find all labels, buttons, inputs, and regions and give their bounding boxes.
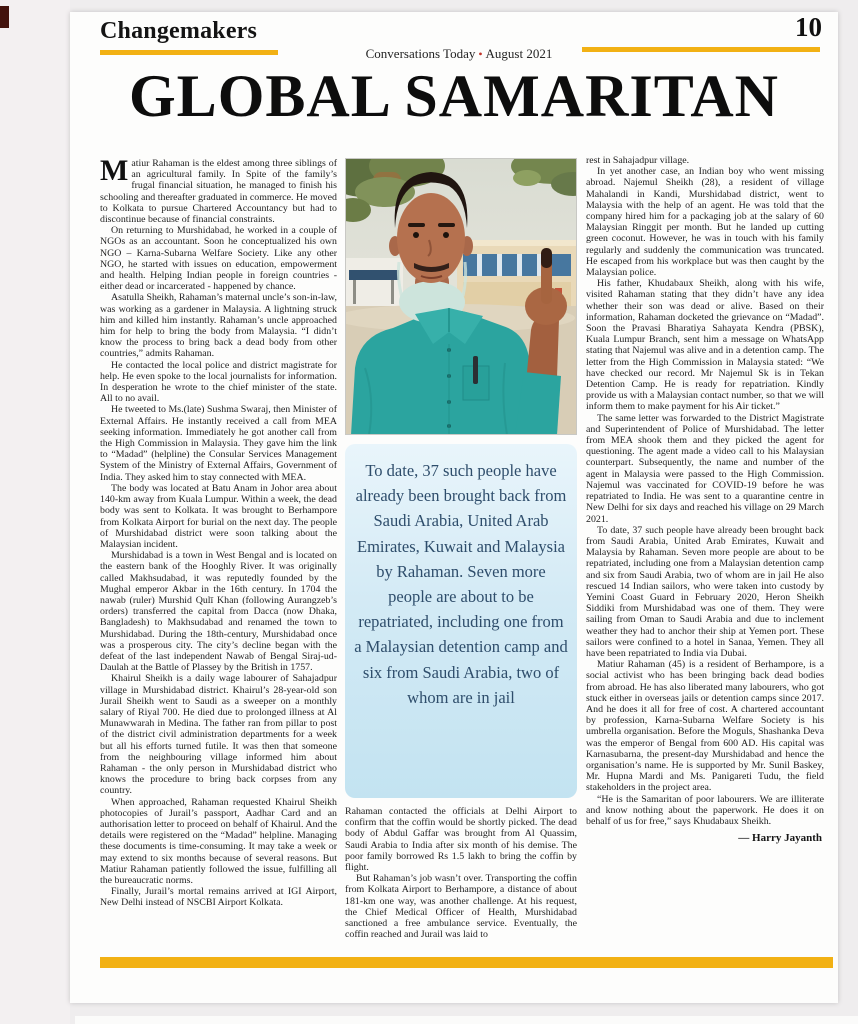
masthead-title: Conversations Today bbox=[365, 46, 476, 61]
column-middle bbox=[345, 158, 577, 940]
paragraph: On returning to Murshidabad, he worked in a couple of NGOs as an accountant. Soon he conceptualized his own NGO – Karna-Subarna Welfare Society. Like any other NGO, he started with issues on education, empowerment and health. Helping Indian people in foreign countries - either dead or incarcerated - happened by chance. bbox=[100, 225, 337, 293]
paragraph: To date, 37 such people have already been brought back from Saudi Arabia, United Arab Emirates, Kuwait and Malaysia by Rahaman. Seven more people are about to be repatriated, including one from a Malaysian detention camp and six from Saudi Arabia, two of whom are in jail He also rescued 14 Indian sailors, who were taken into custody by Yemini Coast Guard in February 2020, Heron Sheikh Siddiki from Murshidabad was one of them. They were sailing from Oman to Saudi Arabia and due to inclement weather they had to anchor their ship at Yemen port. These sailors were confined to a hotel in Sanaa, Yemen. They all have been repatriated to India via Dubai. bbox=[586, 524, 824, 659]
page bbox=[70, 12, 838, 1003]
headline: GLOBAL SAMARITAN bbox=[129, 63, 779, 129]
next-page-edge bbox=[75, 1016, 858, 1024]
paragraph: rest in Sahajadpur village. bbox=[586, 155, 690, 166]
column-right bbox=[586, 155, 824, 844]
paragraph: Murshidabad is a town in West Bengal and is located on the eastern bank of the Hooghly River. It was originally called Makhsudabad, it was reputedly founded by the Mughal emperor Akbar in the 16th century. In 1704 the nawab (ruler) Murshid Qulī Khan (following Aurangzeb’s orders) transferred the capital from Dacca (now Dhaka, Bangladesh) to Makhsudabad and renamed the town to Murshidabad. During the 18th-century, Murshidabad once was a prosperous city. The city’s decline began with the defeat of the last independent Nawab of Bengal Siraj-ud-Daulah at the Battle of Plassey by the British in 1757. bbox=[100, 550, 337, 674]
paragraph: He tweeted to Ms.(late) Sushma Swaraj, then Minister of External Affairs. He instantly received a call from MEA seeking information. Immediately he got another call from the High Commission in Malaysia. They gave him the link to “Madad” (helpline) the Consular Services Management System of the Ministry of External Affairs, Government of India. They asked him to stay connected with MEA. bbox=[100, 404, 337, 483]
byline: — Harry Jayanth bbox=[738, 832, 822, 845]
paragraph: “He is the Samaritan of poor labourers. We are illiterate and know nothing about the paperwork. He does it on behalf of us for free,” says Khudabaux Sheikh. bbox=[586, 793, 824, 827]
bottom-accent-bar bbox=[100, 957, 833, 968]
ink-mark bbox=[541, 248, 552, 268]
masthead-date: August 2021 bbox=[485, 46, 553, 61]
masthead-separator-dot: • bbox=[478, 47, 483, 61]
page-number: 10 bbox=[795, 12, 822, 42]
pull-quote: To date, 37 such people have already been brought back from Saudi Arabia, United Arab Emirates, Kuwait and Malaysia by Rahaman. Seven more people are about to be repatriated, including one from a Malaysian detention camp and six from Saudi Arabia, two of whom are in jail bbox=[345, 444, 577, 798]
paragraph: Finally, Jurail’s mortal remains arrived at IGI Airport, New Delhi instead of NSCBI Airport Kolkata. bbox=[100, 886, 337, 909]
lead-paragraph-text: atiur Rahaman is the eldest among three siblings of an agricultural family. In Spite of the family’s frugal financial situation, he managed to finish his schooling and thereafter graduated in commerce. He moved to Kolkata to pursue Chartered Accountancy but had to discontinue because of financial constraints. bbox=[100, 158, 337, 226]
column-middle-paragraphs bbox=[345, 806, 577, 940]
paragraph: His father, Khudabaux Sheikh, along with his wife, visited Rahaman stating that they didn’t have any idea whether their son was dead or alive. Based on their information, Rahaman docketed the grievance on “Madad”. Soon the Pravasi Bharatiya Sahayata Kendra (PBSK), Kuala Lumpur Branch, sent him a message on WhatsApp stating that Najemul was alive and in a detention camp. The letter from the High Commission in Malaysia stated: “We have checked our record. Mr Najemul Sk is in Tekan Detention Camp. He is ready for repatriation. Kindly provide us with a Malaysian contact number, so that we will inform them to make payment for his Air ticket.” bbox=[586, 278, 824, 413]
masthead bbox=[294, 46, 624, 62]
drop-cap: M bbox=[100, 154, 129, 187]
scan-left-strip bbox=[0, 0, 70, 1024]
paragraph: When approached, Rahaman requested Khairul Sheikh photocopies of Jurail’s passport, Aadhar Card and an authorisation letter to proceed on behalf of Khairul. And the details were registered on the “Madad” helpline. Managing these documents is time-consuming. It may take a week or may extend to six months because of several reasons. But Matiur Rahaman patiently followed the issue, fulfilling all the bureaucratic norms. bbox=[100, 796, 337, 886]
scan-corner-mark bbox=[0, 6, 9, 28]
paragraph: In yet another case, an Indian boy who went missing abroad. Najemul Sheikh (28), a resident of village Mahalandi in Kandi, Murshidabad district, went to Malaysia with the help of an agent. He was told that the company hired him for a packaging job at the salary of 60 Malaysian Ringgit per month. But he landed up cutting green coconut. However, he was in touch with his family regularly and suddenly the communication was truncated. He escaped from his workplace but was then caught by the Malaysian police. bbox=[586, 166, 824, 279]
lead-paragraph bbox=[100, 154, 337, 226]
paragraph: Matiur Rahaman (45) is a resident of Berhampore, is a social activist who has been bringing back dead bodies from abroad. He has also liberated many labourers, who got stuck either in overseas jails or detention camps since 2017. And he does it all for free of cost. A chartered accountant by profession, Karna-Subarna Welfare Society is his umbrella organisation. Before the Moguls, Shashanka Deva was the emperor of Bengal from 600 AD. His capital was Karnasubarna, the present-day Murshidabad and hence the organisation’s name. He is supported by Mr. Sunil Baskey, Mr. Hupna Mardi and Ms. Panigareti Tudu, the field stakeholders in the project area. bbox=[586, 659, 824, 794]
paragraph: The same letter was forwarded to the District Magistrate and Superintendent of Police of Murshidabad. The letter from MEA shook them and they picked the agent for questioning. The agent made a video call to his Malaysian counterpart. Subsequently, the name and number of the agent in Malaysia were passed to the High Commission. Najemul was vaccinated for COVID-19 before he was repatriated to India. He was sent to a quarantine centre in New Delhi for six days and reached his village on 29 March 2021. bbox=[586, 412, 824, 525]
paragraph: But Rahaman’s job wasn’t over. Transporting the coffin from Kolkata Airport to Berhampore, a distance of about 181-km one way, was another challenge. At his request, the Chief Medical Officer of Health, Murshidabad sanctioned a free ambulance service. Eventually, the coffin reached and Jurail was laid to bbox=[345, 873, 577, 941]
paragraph: The body was located at Batu Anam in Johor area about 140-km away from Kuala Lumpur. Within a week, the dead body was sent to Kolkata. It was brought to Berhampore from Kolkata Airport for burial on the next day. The people of Murshidabad district were soon talking about the Malaysian incident. bbox=[100, 482, 337, 550]
accent-rule-right bbox=[582, 47, 820, 52]
column-right-paragraphs bbox=[586, 155, 824, 827]
section-label: Changemakers bbox=[100, 18, 258, 44]
photo-matiur-rahaman bbox=[345, 158, 577, 435]
column-left-paragraphs bbox=[100, 225, 337, 908]
paragraph: Khairul Sheikh is a daily wage labourer of Sahajadpur village in Murshidabad district. Khairul’s 28-year-old son Jurail Sheikh went to Saudi as a sweeper on a monthly salary of Riyal 700. He died due to prolonged illness at Al Munawwarah in Medina. The father ran from pillar to post of the district civil administration departments for a week but all his efforts turned futile. It was then that someone from the neighbouring village informed him about Rahaman - the only person in Murshidabad district who knows the procedure to bring back corpses from any country. bbox=[100, 673, 337, 797]
column-left bbox=[100, 154, 337, 909]
paragraph: Rahaman contacted the officials at Delhi Airport to confirm that the coffin would be shortly picked. The dead body of Abdul Gaffar was brought from Al Quassim, Saudi Arabia to India after six month of his demise. The poor family borrowed Rs 1.5 lakh to bring the coffin by flight. bbox=[345, 806, 577, 874]
accent-rule-left bbox=[100, 50, 278, 55]
paragraph: He contacted the local police and district magistrate for help. He even spoke to the local journalists for information. In desperation he wrote to the chief minister of the state. All to no avail. bbox=[100, 359, 337, 405]
paragraph: Asatulla Sheikh, Rahaman’s maternal uncle’s son-in-law, was working as a gardener in Malaysia. A lightning struck him and killed him instantly. Rahaman’s uncle approached him for help to bring the body from Malaysia. “I didn’t know the process to bring back a dead body from other countries,” admits Rahaman. bbox=[100, 292, 337, 360]
